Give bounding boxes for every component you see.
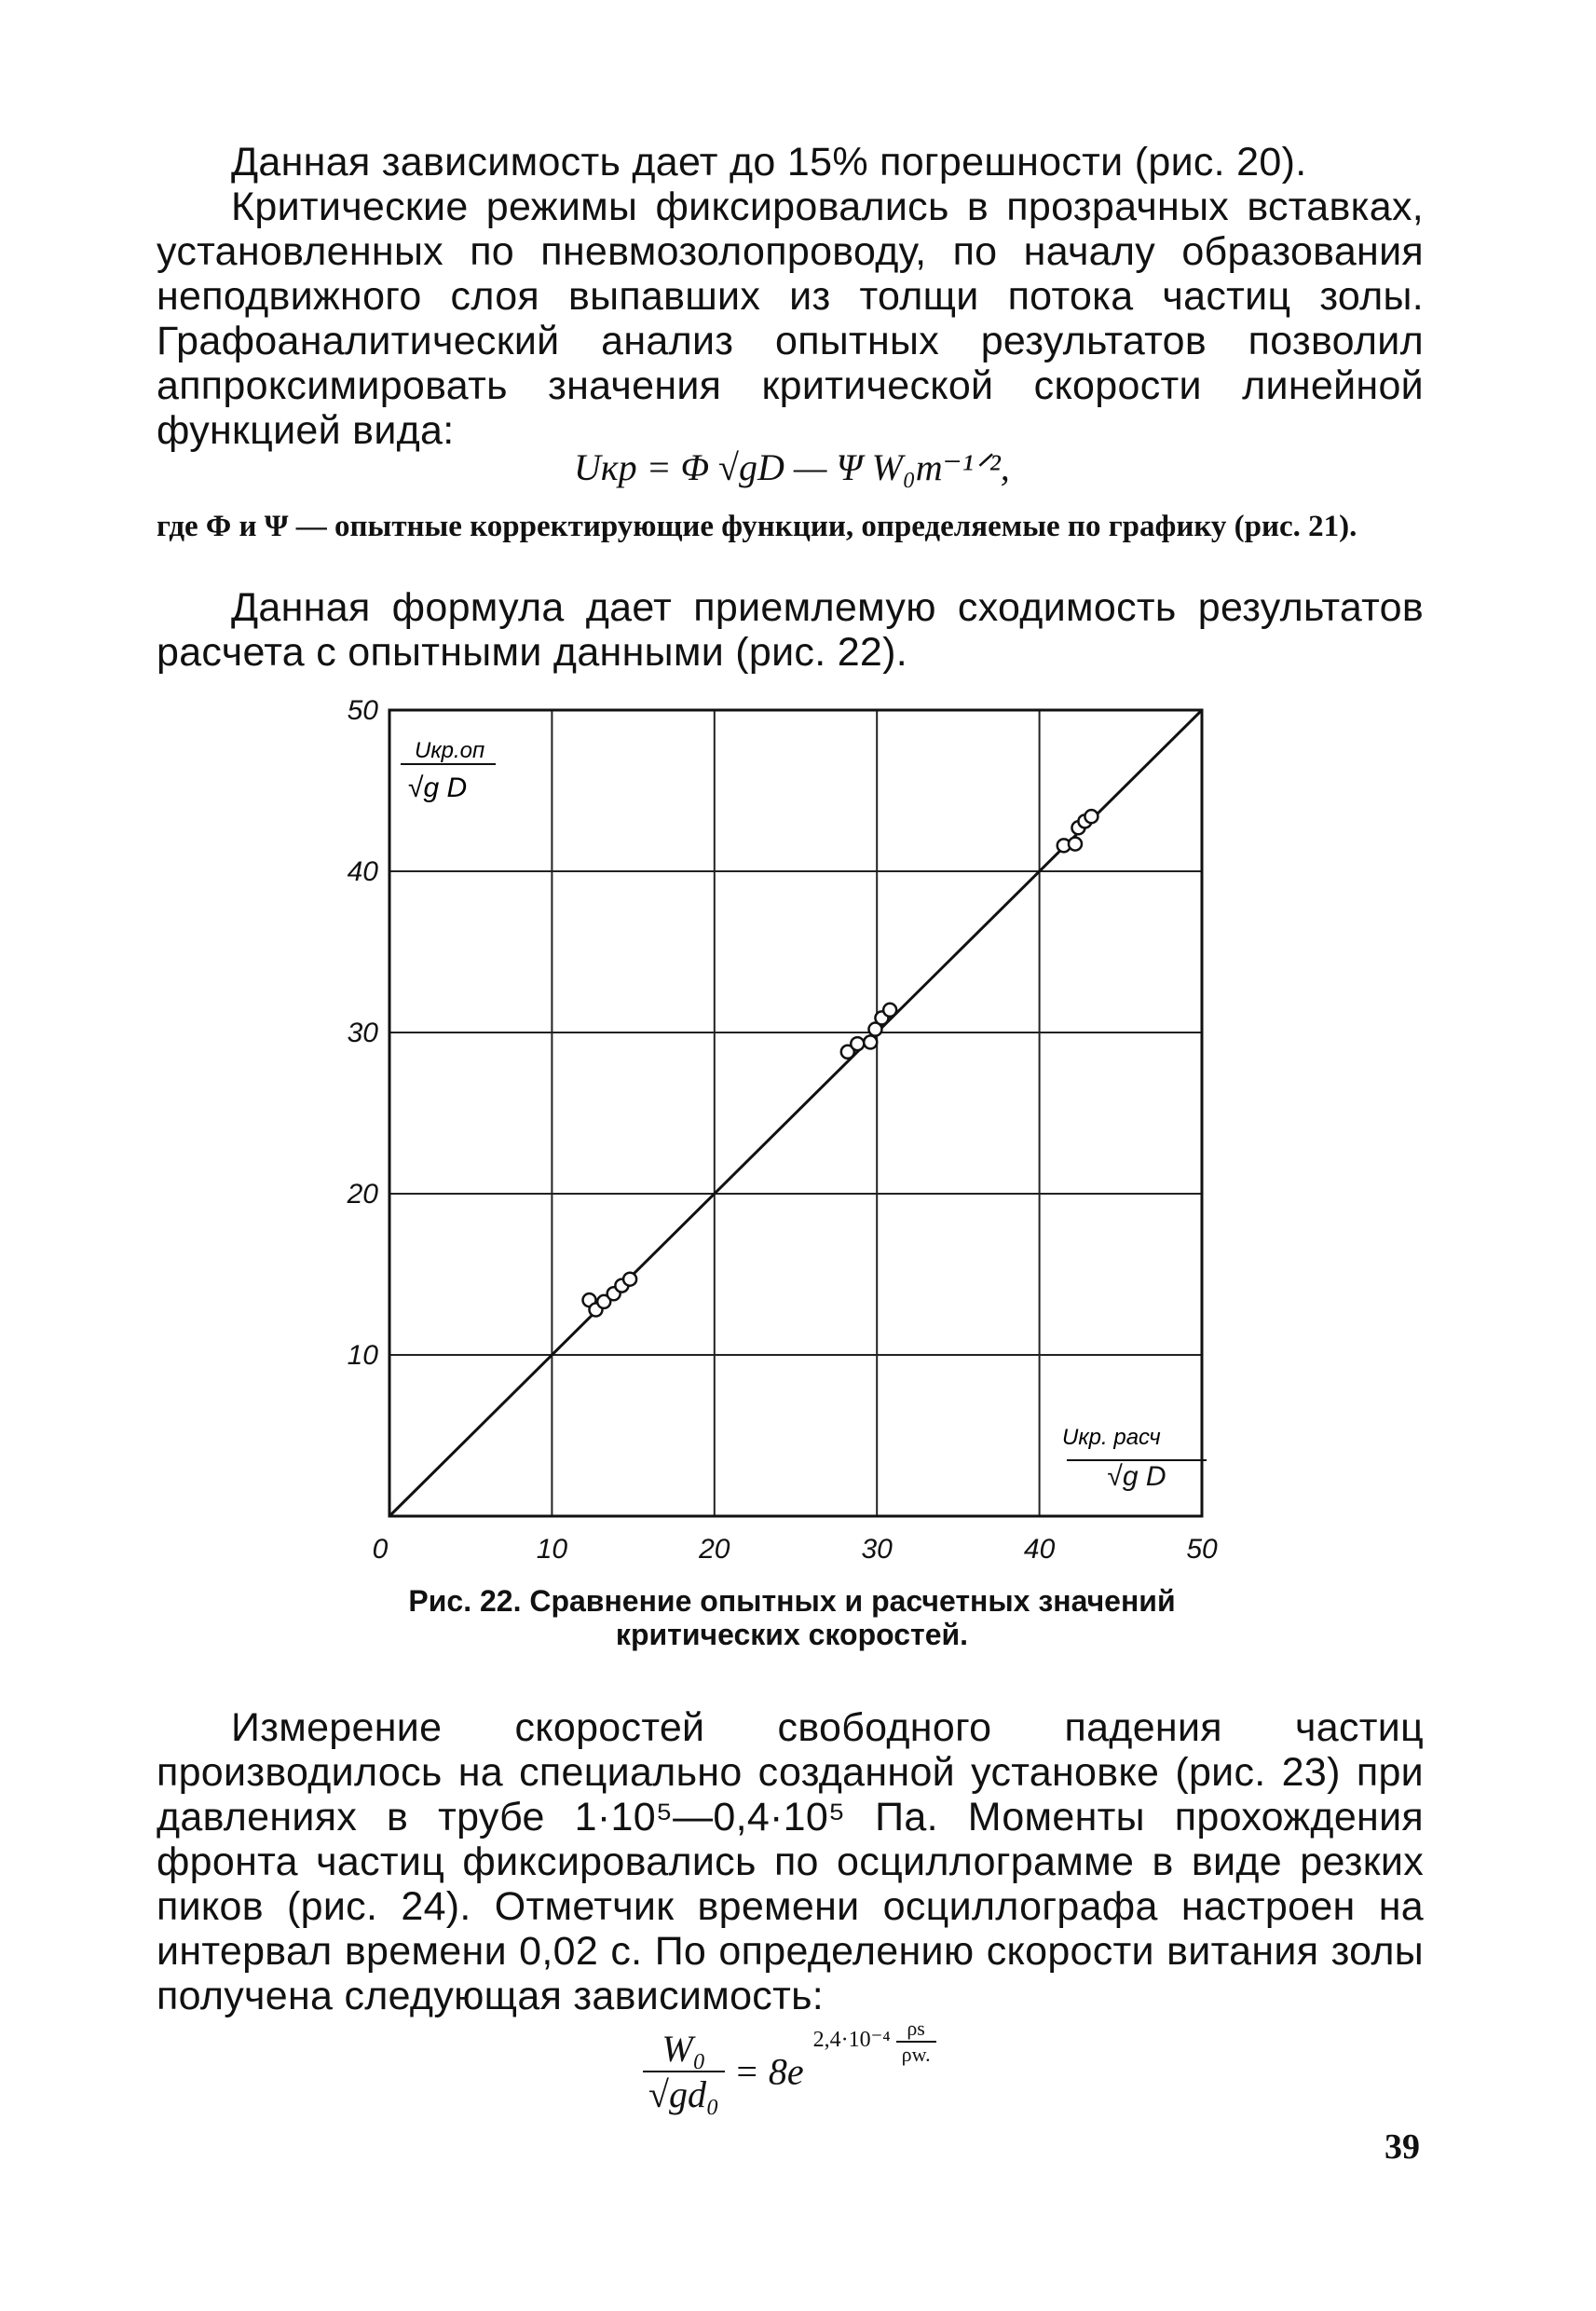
paragraph-4: Данная формула дает приемлемую сходимость результатов расчета с опытными данными (рис. 22).: [157, 585, 1424, 675]
data-point: [851, 1037, 864, 1050]
x-tick-label: 30: [861, 1534, 893, 1565]
paragraph-2: Критические режимы фиксировались в прозрачных вставках, установленных по пневмозолопроводу, по началу образования неподвижного слоя выпавших из толщи потока частиц золы. Графоаналитический анализ опытных результатов позволил аппроксимировать значения критической скорости линейной функцией вида:: [157, 185, 1424, 453]
formula-exp-numerator: ρs: [896, 2017, 936, 2043]
caption-line-2: критических скоростей.: [615, 1618, 969, 1651]
x-axis-label-denominator-box: [1067, 1459, 1207, 1493]
data-point: [1084, 810, 1098, 823]
paragraph-5: Измерение скоростей свободного падения частиц производилось на специально созданной установке (рис. 23) при давлениях в трубе 1·10⁵—0,4·10⁵ Па. Моменты прохождения фронта частиц фиксировались по осциллограмме в виде резких пиков (рис. 24). Отметчик времени осциллографа настроен на интервал времени 0,02 с. По определению скорости витания золы получена следующая зависимость:: [157, 1705, 1424, 2018]
y-axis-label-denominator: √g D: [408, 773, 468, 803]
x-tick-label: 10: [536, 1534, 568, 1565]
y-axis-label-numerator: Uкр.оп: [415, 738, 485, 763]
y-tick-label: 10: [347, 1340, 378, 1371]
formula-denominator: √gd₀: [648, 2073, 719, 2115]
y-tick-label: 30: [347, 1018, 378, 1048]
data-point: [864, 1035, 877, 1048]
caption-line-1: Рис. 22. Сравнение опытных и расчетных значений: [408, 1584, 1176, 1618]
y-tick-label: 50: [347, 695, 378, 726]
x-tick-label: 50: [1186, 1534, 1218, 1565]
formula-settling-velocity: [643, 2016, 936, 2116]
formula-exp-denominator: ρw.: [901, 2042, 931, 2066]
chart-points: [583, 810, 1098, 1316]
paragraph-1: Данная зависимость дает до 15% погрешности (рис. 20).: [231, 140, 1307, 185]
formula-exponent-fraction: [896, 2017, 936, 2067]
x-tick-label: 20: [699, 1534, 730, 1565]
paragraph-3: где Φ и Ψ — опытные корректирующие функции, определяемые по графику (рис. 21).: [157, 510, 1357, 543]
data-point: [1069, 838, 1082, 851]
y-tick-label: 20: [347, 1179, 378, 1210]
x-tick-label: 40: [1023, 1534, 1056, 1565]
page-number: 39: [1385, 2127, 1420, 2167]
y-tick-label: 40: [347, 856, 378, 887]
formula-numerator: W₀: [643, 2027, 725, 2072]
x-tick-label: 0: [372, 1534, 389, 1565]
formula-fraction: [643, 2027, 725, 2116]
formula-exponent-coef: 2,4·10⁻⁴: [812, 2028, 891, 2053]
x-axis-label-denominator: √g D: [1107, 1461, 1166, 1492]
formula-exponent: [812, 2016, 936, 2066]
formula-critical-velocity: Uкр = Φ √gD — Ψ W₀m⁻¹ᐟ²,: [574, 446, 1010, 488]
figure-caption: [345, 1584, 1239, 1651]
data-point: [883, 1004, 896, 1017]
x-axis-label-numerator: Uкр. расч: [1062, 1425, 1161, 1450]
formula-rhs: = 8e: [733, 2050, 804, 2093]
data-point: [623, 1273, 636, 1286]
